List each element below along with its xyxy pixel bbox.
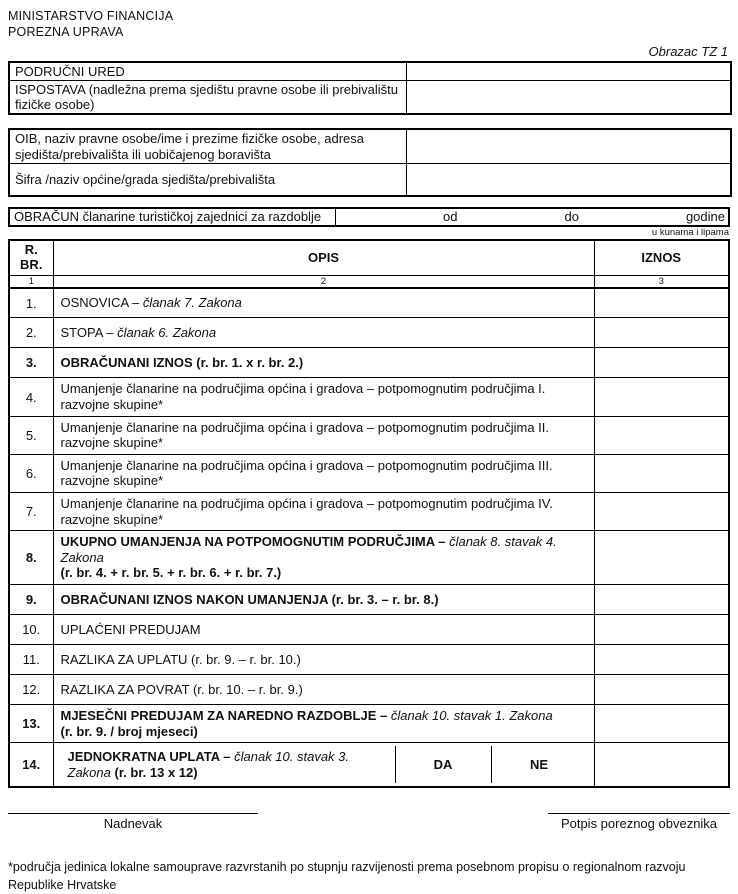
ministry-line1: MINISTARSTVO FINANCIJA [8, 9, 174, 23]
row-description-text [61, 746, 395, 783]
period-fields [335, 209, 728, 225]
row-description [53, 644, 594, 674]
description-text: Umanjenje članarine na područjima općina i gradova – potpomognutim područjima IV. razvojne skupine* [60, 496, 553, 527]
split-description-wrap [61, 746, 587, 783]
iznos-input-cell[interactable] [594, 318, 729, 348]
table-row [9, 531, 729, 585]
row-number: 10. [9, 614, 53, 644]
iznos-input-cell[interactable] [594, 644, 729, 674]
description-text: JEDNOKRATNA UPLATA – [67, 749, 235, 765]
table-row [9, 378, 729, 416]
calculation-table [8, 239, 730, 788]
col-header-rbr-line2: BR. [20, 257, 43, 273]
date-signature-area [8, 812, 258, 831]
col-num-1: 1 [9, 275, 53, 288]
row-description [53, 416, 594, 454]
column-number-row [9, 275, 729, 288]
description-text: (r. br. 4. + r. br. 5. + r. br. 6. + r. br. 7.) [60, 565, 282, 581]
row-number: 6. [9, 454, 53, 492]
podrucni-ured-label: PODRUČNI URED [9, 62, 406, 81]
taxpayer-signature-area [548, 812, 730, 831]
row-number: 7. [9, 493, 53, 531]
table-row [9, 62, 731, 81]
row-description [53, 493, 594, 531]
row-description [53, 584, 594, 614]
row-number: 2. [9, 318, 53, 348]
form-code: Obrazac TZ 1 [648, 43, 728, 59]
iznos-input-cell[interactable] [594, 288, 729, 318]
row-number: 12. [9, 674, 53, 704]
iznos-input-cell[interactable] [594, 743, 729, 788]
row-description [53, 674, 594, 704]
footnote: *područja jedinica lokalne samouprave razvrstanih po stupnju razvijenosti prema posebnom propisu o regionalnom razvoju Republike Hrvatske [8, 860, 686, 892]
ispostava-field[interactable] [406, 80, 731, 114]
description-text: članak 6. Zakona [117, 325, 217, 341]
ministry-line2: POREZNA UPRAVA [8, 25, 124, 40]
table-row [9, 644, 729, 674]
table-row [9, 454, 729, 492]
row-number: 5. [9, 416, 53, 454]
row-number: 8. [9, 531, 53, 585]
row-number: 9. [9, 584, 53, 614]
taxpayer-table [8, 128, 732, 196]
table-row [9, 416, 729, 454]
row-description [53, 531, 594, 585]
spacer [8, 197, 730, 207]
row-number: 3. [9, 348, 53, 378]
sifra-label: Šifra /naziv općine/grada sjedišta/prebivališta [9, 164, 406, 196]
row-description [53, 348, 594, 378]
col-header-iznos: IZNOS [594, 240, 729, 275]
period-year-field[interactable] [579, 209, 686, 225]
signature-section [8, 812, 730, 831]
table-row [9, 80, 731, 114]
iznos-input-cell[interactable] [594, 454, 729, 492]
col-num-2: 2 [53, 275, 594, 288]
table-row [9, 743, 729, 788]
table-header-row [9, 240, 729, 275]
description-text: Umanjenje članarine na područjima općina i gradova – potpomognutim područjima III. razvojne skupine* [60, 457, 553, 489]
row-description [53, 454, 594, 492]
period-do-label: do [564, 209, 579, 225]
table-row [9, 674, 729, 704]
date-signature-line[interactable] [8, 812, 258, 814]
currency-note: u kunama i lipama [651, 226, 729, 238]
col-header-rbr-line1: R. [24, 242, 38, 258]
row-number: 11. [9, 644, 53, 674]
table-row [9, 614, 729, 644]
row-number: 13. [9, 704, 53, 742]
row-description [53, 704, 594, 742]
row-description [53, 743, 594, 788]
iznos-input-cell[interactable] [594, 348, 729, 378]
period-from-field[interactable] [336, 209, 443, 225]
row-description [53, 318, 594, 348]
table-row [9, 584, 729, 614]
description-text: (r. br. 13 x 12) [114, 764, 198, 780]
table-row [9, 704, 729, 742]
iznos-input-cell[interactable] [594, 493, 729, 531]
table-row [9, 493, 729, 531]
row-number: 1. [9, 288, 53, 318]
date-signature-label: Nadnevak [103, 816, 163, 832]
ne-option-cell[interactable]: NE [491, 746, 587, 783]
oib-field[interactable] [406, 129, 731, 163]
description-text: OSNOVICA – [60, 295, 143, 311]
iznos-input-cell[interactable] [594, 704, 729, 742]
row-description [53, 614, 594, 644]
spacer [8, 115, 730, 128]
table-row [9, 318, 729, 348]
description-text: Umanjenje članarine na područjima općina i gradova – potpomognutim područjima II. razvojne skupine* [60, 419, 549, 451]
ispostava-label: ISPOSTAVA (nadležna prema sjedištu pravne osobe ili prebivalištu fizičke osobe) [9, 80, 406, 114]
row-number: 4. [9, 378, 53, 416]
description-text: članak 10. stavak 1. Zakona [390, 707, 553, 723]
period-od-label: od [443, 209, 458, 225]
row-description [53, 288, 594, 318]
description-text: (r. br. 9. / broj mjeseci) [60, 723, 198, 739]
period-label: OBRAČUN članarine turističkoj zajednici za razdoblje [14, 209, 322, 225]
col-num-3: 3 [594, 275, 729, 288]
table-row [9, 348, 729, 378]
description-text: članak 10. stavak 3. Zakona [67, 749, 350, 780]
description-text: MJESEČNI PREDUJAM ZA NAREDNO RAZDOBLJE – [60, 707, 391, 723]
taxpayer-signature-label: Potpis poreznog obveznika [560, 816, 718, 832]
iznos-input-cell[interactable] [594, 614, 729, 644]
period-bar [8, 207, 730, 227]
description-text: UKUPNO UMANJENJA NA POTPOMOGNUTIM PODRUČJIMA – [60, 534, 450, 550]
description-text: članak 7. Zakona [142, 295, 242, 311]
iznos-input-cell[interactable] [594, 531, 729, 585]
period-godine-label: godine [685, 209, 725, 225]
description-text: RAZLIKA ZA POVRAT (r. br. 10. – r. br. 9.) [60, 681, 303, 697]
row-description [53, 378, 594, 416]
podrucni-ured-field[interactable] [406, 62, 731, 81]
sifra-field[interactable] [406, 164, 731, 196]
da-option-cell[interactable]: DA [395, 746, 491, 783]
taxpayer-signature-line[interactable] [548, 812, 730, 814]
row-number: 14. [9, 743, 53, 788]
iznos-input-cell[interactable] [594, 416, 729, 454]
oib-label: OIB, naziv pravne osobe/ime i prezime fizičke osobe, adresa sjedišta/prebivališta ili uobičajenog boravišta [9, 129, 406, 163]
col-header-rbr [9, 240, 53, 275]
period-to-field[interactable] [457, 209, 564, 225]
iznos-input-cell[interactable] [594, 584, 729, 614]
description-text: članak 8. stavak 4. Zakona [60, 534, 557, 565]
office-table [8, 61, 732, 116]
table-row [9, 129, 731, 163]
col-header-opis: OPIS [53, 240, 594, 275]
description-text: STOPA – [60, 325, 118, 341]
iznos-input-cell[interactable] [594, 674, 729, 704]
description-text: OBRAČUNANI IZNOS (r. br. 1. x r. br. 2.) [60, 355, 304, 371]
table-row [9, 164, 731, 196]
ministry-header [8, 8, 730, 41]
description-text: UPLAĆENI PREDUJAM [60, 621, 201, 637]
description-text: OBRAČUNANI IZNOS NAKON UMANJENJA (r. br. 3. – r. br. 8.) [60, 591, 439, 607]
description-text: Umanjenje članarine na područjima općina i gradova – potpomognutim područjima I. razvojne skupine* [60, 381, 546, 413]
description-text: RAZLIKA ZA UPLATU (r. br. 9. – r. br. 10.) [60, 651, 301, 667]
description-line [68, 749, 388, 780]
table-row [9, 288, 729, 318]
iznos-input-cell[interactable] [594, 378, 729, 416]
